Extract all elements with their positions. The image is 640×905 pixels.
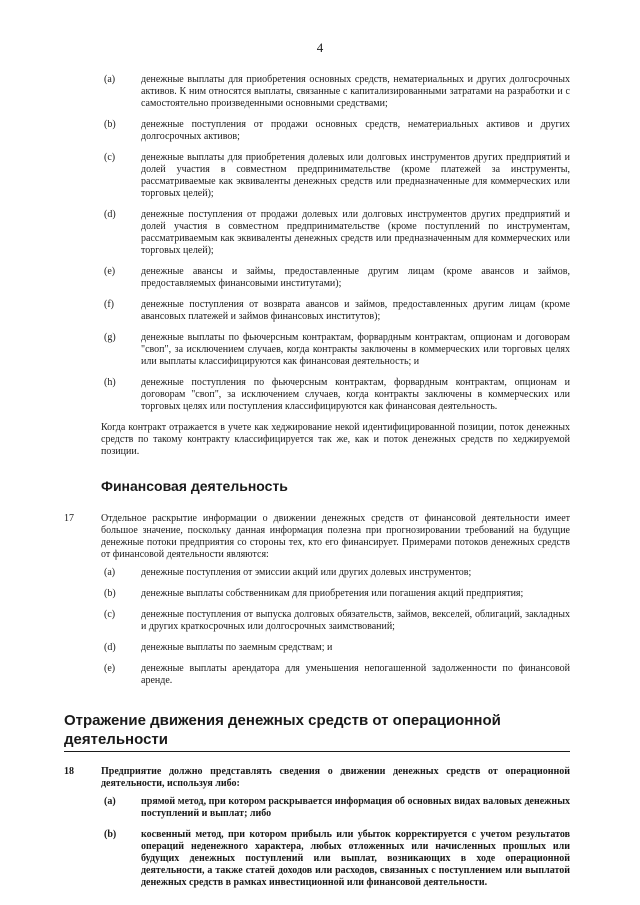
- item-text: косвенный метод, при котором прибыль или убыток корректируется с учетом результатов операций неденежного характера, любых отложенных или начисленных прошлых или будущих денежных поступлений или выплат, возникающих в ходе операционной деятельности, а также статей доходов или расходов, связанных с поступлением или выплатой денежных средств в рамках инвестиционной или финансовой деятельности.: [141, 829, 570, 888]
- financing-list: [64, 567, 570, 687]
- item-text: денежные поступления от выпуска долговых обязательств, займов, векселей, облигаций, закладных и других краткосрочных или долгосрочных заимствований;: [141, 609, 570, 632]
- list-item: [64, 663, 570, 687]
- list-item: [64, 119, 570, 143]
- item-text: денежные выплаты по фьючерсным контрактам, форвардным контрактам, опционам и договорам "своп", за исключением случаев, когда контракты заключены в коммерческих или торговых целях или выплаты классифицируются как финансовая деятельность; и: [141, 332, 570, 367]
- list-item: [64, 332, 570, 368]
- item-text: денежные авансы и займы, предоставленные другим лицам (кроме авансов и займов, предоставляемых финансовыми институтами);: [141, 266, 570, 289]
- item-letter: (b): [104, 588, 116, 599]
- item-letter: (b): [104, 119, 116, 130]
- list-item: [64, 74, 570, 110]
- item-text: денежные выплаты для приобретения долевых или долговых инструментов других предприятий и долей участия в совместном предпринимательстве (кроме платежей за инструменты, рассматриваемые как эквиваленты денежных средств или предназначенные для коммерческих или торговых целей);: [141, 152, 570, 199]
- item-letter: (e): [104, 663, 116, 674]
- paragraph-text: Предприятие должно представлять сведения о движении денежных средств от операционной деятельности, используя либо:: [101, 766, 570, 789]
- item-text: денежные поступления от возврата авансов и займов, предоставленных другим лицам (кроме авансовых платежей и займов финансовых институтов);: [141, 299, 570, 322]
- item-text: денежные выплаты арендатора для уменьшения непогашенной задолженности по финансовой аренде.: [141, 663, 570, 686]
- list-item: [64, 299, 570, 323]
- item-letter: (h): [104, 377, 116, 388]
- paragraph-17: [64, 513, 570, 561]
- item-letter: (b): [104, 829, 117, 840]
- paragraph-number: 18: [64, 766, 74, 777]
- item-text: денежные выплаты по заемным средствам; и: [141, 642, 333, 653]
- item-text: денежные выплаты собственникам для приобретения или погашения акций предприятия;: [141, 588, 524, 599]
- list-item: [64, 209, 570, 257]
- operating-list: [64, 796, 570, 889]
- item-text: денежные поступления от продажи основных средств, нематериальных активов и других долгосрочных активов;: [141, 119, 570, 142]
- list-item: [64, 796, 570, 820]
- operating-section-heading: Отражение движения денежных средств от операционной деятельности: [64, 712, 501, 748]
- list-item: [64, 588, 570, 600]
- item-letter: (a): [104, 567, 116, 578]
- item-letter: (d): [104, 642, 116, 653]
- list-item: [64, 567, 570, 579]
- item-text: прямой метод, при котором раскрывается информация об основных видах валовых денежных поступлений и выплат; либо: [141, 796, 570, 819]
- investing-list: [64, 74, 570, 413]
- item-letter: (c): [104, 152, 116, 163]
- heading-divider: [64, 751, 570, 752]
- list-item: [64, 642, 570, 654]
- paragraph-number: 17: [64, 513, 74, 524]
- page-content: [64, 74, 570, 898]
- paragraph-18: [64, 766, 570, 790]
- item-text: денежные поступления от продажи долевых или долговых инструментов других предприятий и долей участия в совместном предпринимательстве (кроме поступлений по инструментам, рассматриваемым как эквиваленты денежных средств или предназначенным для коммерческих или торговых целей);: [141, 209, 570, 256]
- item-letter: (d): [104, 209, 116, 220]
- item-letter: (g): [104, 332, 116, 343]
- list-item: [64, 609, 570, 633]
- list-item: [64, 829, 570, 889]
- item-text: денежные поступления от эмиссии акций или других долевых инструментов;: [141, 567, 472, 578]
- item-letter: (a): [104, 796, 116, 807]
- list-item: [64, 377, 570, 413]
- item-letter: (f): [104, 299, 114, 310]
- item-letter: (e): [104, 266, 116, 277]
- item-text: денежные выплаты для приобретения основных средств, нематериальных и других долгосрочных активов. К ним относятся выплаты, связанные с капитализированными затратами на разработки и с самостоятельно произведенными основными средствами;: [141, 74, 570, 109]
- list-item: [64, 266, 570, 290]
- item-letter: (a): [104, 74, 116, 85]
- list-item: [64, 152, 570, 200]
- page-number: 4: [316, 40, 324, 55]
- financing-heading: Финансовая деятельность: [101, 478, 288, 494]
- hedging-paragraph: Когда контракт отражается в учете как хеджирование некой идентифицированной позиции, поток денежных средств по такому контракту классифицируется так же, как и поток денежных средств по хеджируемой позиции.: [101, 422, 570, 457]
- item-text: денежные поступления по фьючерсным контрактам, форвардным контрактам, опционам и договорам "своп", за исключением случаев, когда контракты заключены в коммерческих или торговых целях или поступления классифицируются как финансовая деятельность.: [141, 377, 570, 412]
- item-letter: (c): [104, 609, 116, 620]
- paragraph-text: Отдельное раскрытие информации о движении денежных средств от финансовой деятельности имеет большое значение, поскольку данная информация полезна при прогнозировании требований на будущие денежные потоки предприятия со стороны тех, кто его финансирует. Примерами потоков денежных средств от финансовой деятельности являются:: [101, 513, 570, 560]
